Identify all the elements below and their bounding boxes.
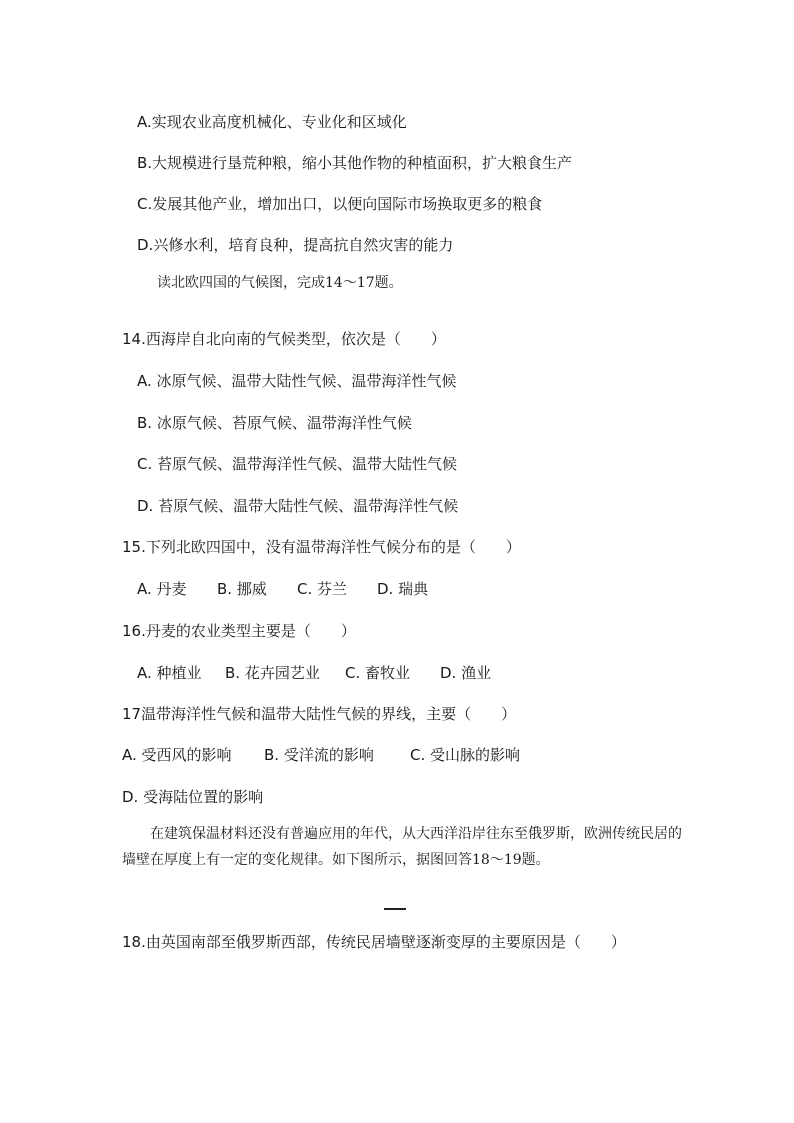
q13-option-c: C.发展其他产业，增加出口，以便向国际市场换取更多的粮食 (137, 195, 543, 213)
q15-option-a: A. 丹麦 (137, 580, 187, 598)
q15-option-b: B. 挪威 (217, 580, 267, 598)
q17-options (122, 745, 550, 765)
q18-stem: 18.由英国南部至俄罗斯西部，传统民居墙壁逐渐变厚的主要原因是（ ） (122, 933, 626, 951)
q17-option-b: B. 受洋流的影响 (264, 746, 374, 764)
q16-option-d: D. 渔业 (440, 664, 492, 682)
q15-option-c: C. 芬兰 (297, 580, 348, 598)
q14-option-c: C. 苔原气候、温带海洋性气候、温带大陆性气候 (137, 455, 458, 473)
q17-option-c: C. 受山脉的影响 (410, 746, 521, 764)
figure-placeholder-mark (384, 908, 406, 910)
q16-option-b: B. 花卉园艺业 (225, 664, 320, 682)
q17-option-d: D. 受海陆位置的影响 (122, 788, 264, 806)
q16-options (137, 663, 520, 683)
q15-option-d: D. 瑞典 (377, 580, 429, 598)
q13-option-b: B.大规模进行垦荒种粮，缩小其他作物的种植面积，扩大粮食生产 (137, 154, 573, 172)
q16-stem: 16.丹麦的农业类型主要是（ ） (122, 622, 356, 640)
q14-option-d: D. 苔原气候、温带大陆性气候、温带海洋性气候 (137, 497, 459, 515)
q13-option-d: D.兴修水利，培育良种，提高抗自然灾害的能力 (137, 236, 454, 254)
q14-option-b: B. 冰原气候、苔原气候、温带海洋性气候 (137, 414, 412, 432)
q16-option-c: C. 畜牧业 (345, 664, 411, 682)
q13-option-a: A.实现农业高度机械化、专业化和区域化 (137, 113, 407, 131)
q16-option-a: A. 种植业 (137, 664, 202, 682)
q15-options (137, 579, 457, 599)
passage-18-19: 在建筑保温材料还没有普遍应用的年代，从大西洋沿岸往东至俄罗斯，欧洲传统民居的墙壁在厚度上有一定的变化规律。如下图所示，据图回答18～19题。 (122, 826, 682, 868)
q17-stem: 17温带海洋性气候和温带大陆性气候的界线，主要（ ） (122, 705, 517, 723)
q14-stem: 14.西海岸自北向南的气候类型，依次是（ ） (122, 330, 446, 348)
q17-option-a: A. 受西风的影响 (122, 746, 232, 764)
q14-option-a: A. 冰原气候、温带大陆性气候、温带海洋性气候 (137, 372, 457, 390)
q15-stem: 15.下列北欧四国中，没有温带海洋性气候分布的是（ ） (122, 538, 521, 556)
intro-14-17: 读北欧四国的气候图，完成14～17题。 (157, 275, 403, 291)
